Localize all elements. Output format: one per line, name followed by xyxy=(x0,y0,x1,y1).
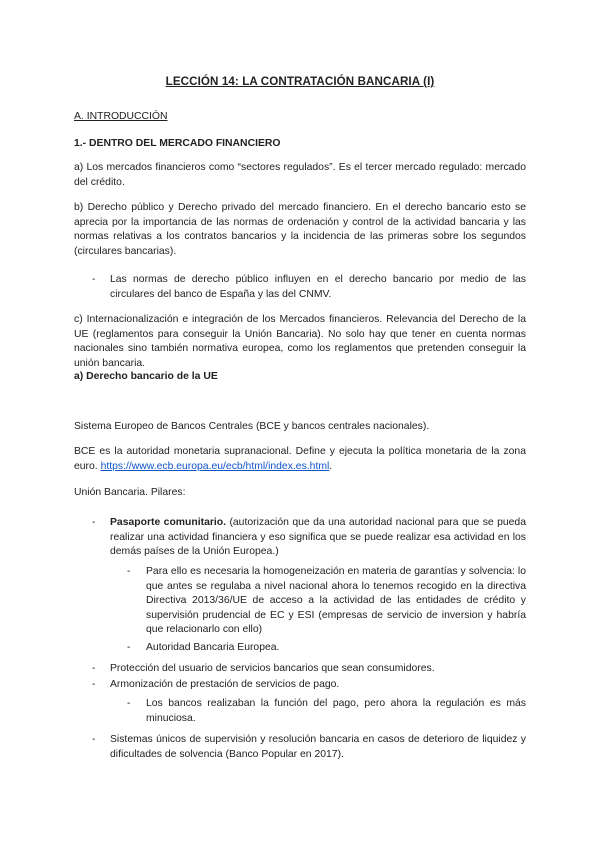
pillar-armonizacion: Armonización de prestación de servicios de pago. xyxy=(110,679,340,690)
heading-derecho-bancario-ue: a) Derecho bancario de la UE xyxy=(74,371,218,382)
bullet-dash: - xyxy=(92,517,96,528)
bce-link[interactable]: https://www.ecb.europa.eu/ecb/html/index.es.html xyxy=(100,460,330,472)
paragraph-b: b) Derecho público y Derecho privado del mercado financiero. En el derecho bancario esto se aprecia por la importancia de las normas de ordenación y control de la actividad bancaria y las normas relativas a los contratos bancarios y la incidencia de las primeras sobre los segundos (circulares bancarias). xyxy=(74,202,526,257)
sub-bullet-dash: - xyxy=(127,566,131,577)
sub-bullet-autoridad: Autoridad Bancaria Europea. xyxy=(146,642,280,653)
sub-bullet-dash: - xyxy=(127,698,131,709)
bullet-dash: - xyxy=(92,274,96,285)
pillar-pasaporte-bold: Pasaporte comunitario. xyxy=(110,517,227,528)
bullet-dash: - xyxy=(92,679,96,690)
bullet-dash: - xyxy=(92,663,96,674)
pillar-pasaporte xyxy=(110,516,526,560)
pillar-pasaporte-text: (autorización que da una autoridad nacional para que se pueda realizar una actividad financiera y eso significa que se puede realizar esa actividad en los demás países de la Unión Europea.) xyxy=(110,517,526,558)
paragraph-sebc: Sistema Europeo de Bancos Centrales (BCE y bancos centrales nacionales). xyxy=(74,421,430,432)
section-heading-introduccion: A. INTRODUCCIÓN xyxy=(74,111,168,122)
bce-link-after: . xyxy=(329,460,333,472)
heading-mercado-financiero: 1.- DENTRO DEL MERCADO FINANCIERO xyxy=(74,138,281,149)
pillar-proteccion: Protección del usuario de servicios bancarios que sean consumidores. xyxy=(110,663,435,674)
bullet-circulares: Las normas de derecho público influyen en el derecho bancario por medio de las circulares del banco de España y las del CNMV. xyxy=(110,274,526,300)
sub-bullet-homogeneizacion: Para ello es necesaria la homogeneización en materia de garantías y solvencia: lo que antes se regulaba a nivel nacional ahora lo tenemos recogido en la directiva Directiva 2013/36/UE de acceso a la actividad de las entidades de crédito y supervisión prudencial de EC y ESI (empresas de servicio de inversion y habría que relacionarlo con ello) xyxy=(146,566,526,636)
paragraph-a: a) Los mercados financieros como “sectores regulados”. Es el tercer mercado regulado: mercado del crédito. xyxy=(74,162,526,188)
paragraph-c: c) Internacionalización e integración de los Mercados financieros. Relevancia del Derecho de la UE (reglamentos para conseguir la Unión Bancaria). No solo hay que tener en cuenta normas nacionales sino también normativa europea, como los reglamentos que pretenden conseguir la unión bancaria. xyxy=(74,314,526,369)
pillar-supervision: Sistemas únicos de supervisión y resolución bancaria en casos de deterioro de liquidez y dificultades de solvencia (Banco Popular en 2017). xyxy=(110,734,526,760)
bullet-dash: - xyxy=(92,734,96,745)
sub-bullet-bancos-pago: Los bancos realizaban la función del pago, pero ahora la regulación es más minuciosa. xyxy=(146,698,526,724)
paragraph-bce xyxy=(74,445,526,474)
paragraph-union-bancaria: Unión Bancaria. Pilares: xyxy=(74,487,186,498)
page-title: LECCIÓN 14: LA CONTRATACIÓN BANCARIA (I) xyxy=(165,75,435,88)
sub-bullet-dash: - xyxy=(127,642,131,653)
bce-text: BCE es la autoridad monetaria supranacional. Define y ejecuta la política monetaria de la zona euro. xyxy=(74,446,526,472)
